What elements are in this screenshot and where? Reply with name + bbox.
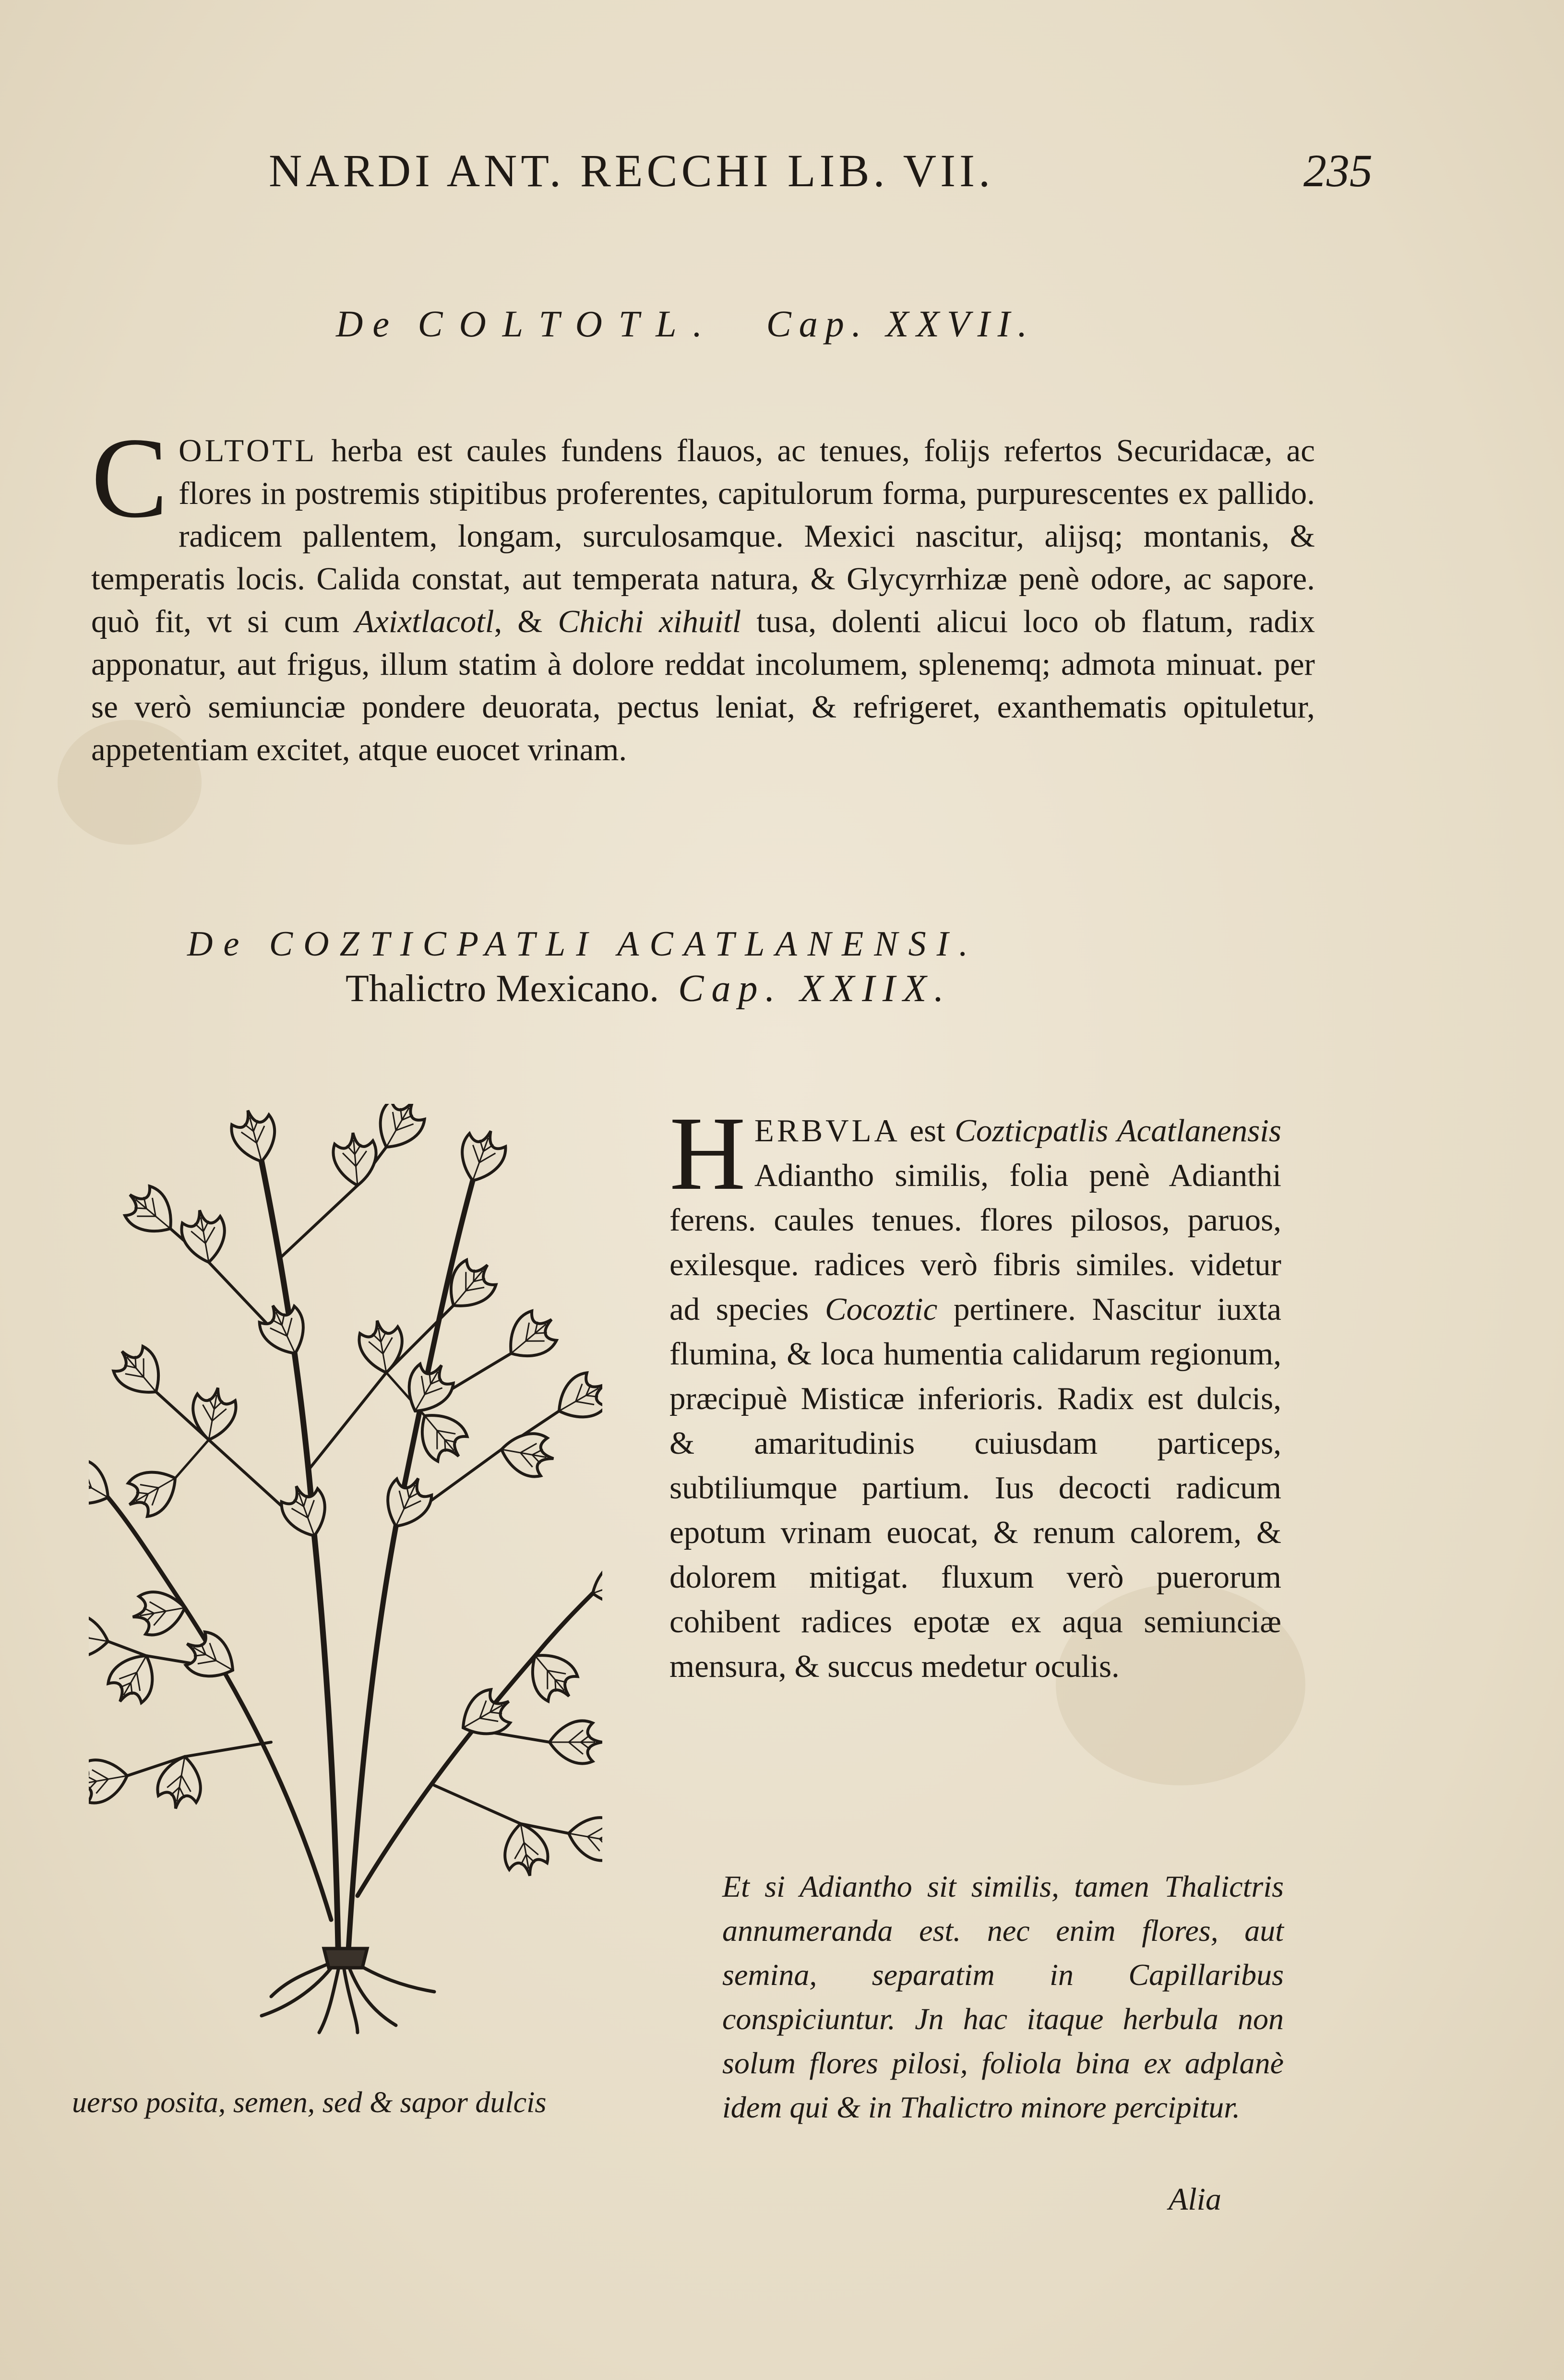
running-head: NARDI ANT. RECCHI LIB. VII. bbox=[269, 145, 994, 196]
chapter-number: Cap. XXIIX. bbox=[678, 968, 952, 1010]
body-text: pertinere. Nascitur iuxta flumina, & loca humentia calidarum regionum, præcipuè Misticæ inferioris. Radix est dulcis, & amaritudinis cuiusdam particeps, subtiliumque partium. Ius decocti radicum epotum vrinam euocat, & renum calorem, & dolorem mitigat. fluxum verò puerorum cohibent radices epotæ ex aqua semiunciæ mensura, & succus medetur oculis. bbox=[669, 1292, 1281, 1684]
chapter-title-main: COZTICPATLI ACATLANENSI. bbox=[269, 924, 979, 964]
plant-name: Axixtlacotl bbox=[355, 604, 494, 639]
chapter-title-prefix: De bbox=[336, 303, 399, 345]
annotation-text-left: uerso posita, semen, sed & sapor dulcis bbox=[72, 2086, 547, 2119]
chapter-title bbox=[336, 302, 1035, 346]
annotation-text: Et si Adiantho sit similis, tamen Thalictris annumeranda est. nec enim flores, aut semina, separatim in Capillaribus conspiciuntur. Jn hac itaque herbula non solum flores pilosi, foliola bina ex adplanè idem qui & in Thalictro minore percipitur. bbox=[722, 1869, 1284, 2124]
lead-word: OLTOTL bbox=[179, 433, 318, 468]
drop-cap: H bbox=[669, 1095, 746, 1212]
plant-woodcut-illustration bbox=[89, 1104, 602, 2035]
chapter-body bbox=[669, 1095, 1281, 1689]
chapter-number: Cap. XXVII. bbox=[766, 303, 1035, 345]
chapter-title bbox=[187, 924, 979, 965]
lead-word: ERBVLA bbox=[754, 1113, 900, 1148]
chapter-title-prefix: De bbox=[187, 924, 250, 964]
drop-cap: C bbox=[91, 414, 168, 541]
body-text: Adiantho similis, folia penè Adianthi ferens. caules tenues. flores pilosos, paruos, exilesque. radices verò fibris similes. videtur ad species bbox=[669, 1158, 1281, 1327]
body-text: , & bbox=[494, 604, 558, 639]
plant-name: Cocoztic bbox=[824, 1292, 938, 1327]
body-text: herba est caules fundens flauos, ac tenues, folijs refertos Securidacæ, ac flores in postremis stipitibus proferentes, capitulorum forma, purpurescentes ex pallido. radicem pallentem, longam, surculosamque. Mexici nascitur, alijsq; montanis, & temperatis locis. Calida constat, aut temperata natura, & Glycyrrhizæ penè odore, ac sapore. quò fit, vt si cum bbox=[91, 433, 1315, 639]
chapter-body bbox=[91, 414, 1315, 771]
body-text: est bbox=[900, 1113, 955, 1148]
chapter-subtitle: Thalictro Mexicano. bbox=[346, 968, 659, 1010]
page-number: 235 bbox=[1303, 145, 1373, 196]
body-text: tusa, dolenti alicui loco ob flatum, radix apponatur, aut frigus, illum statim à dolore reddat incolumem, splenemq; admota minuat. per se verò semiunciæ pondere deuorata, pectus leniat, & refrigeret, exanthematis opituletur, appetentiam excitet, atque euocet vrinam. bbox=[91, 604, 1315, 767]
chapter-title-main: COLTOTL. bbox=[418, 303, 719, 345]
plant-name: Cozticpatlis Acatlanensis bbox=[955, 1113, 1281, 1148]
plant-name: Chichi xihuitl bbox=[558, 604, 741, 639]
catchword: Alia bbox=[1169, 2182, 1221, 2217]
chapter-subtitle-line bbox=[346, 967, 951, 1011]
page-header bbox=[269, 144, 1373, 206]
